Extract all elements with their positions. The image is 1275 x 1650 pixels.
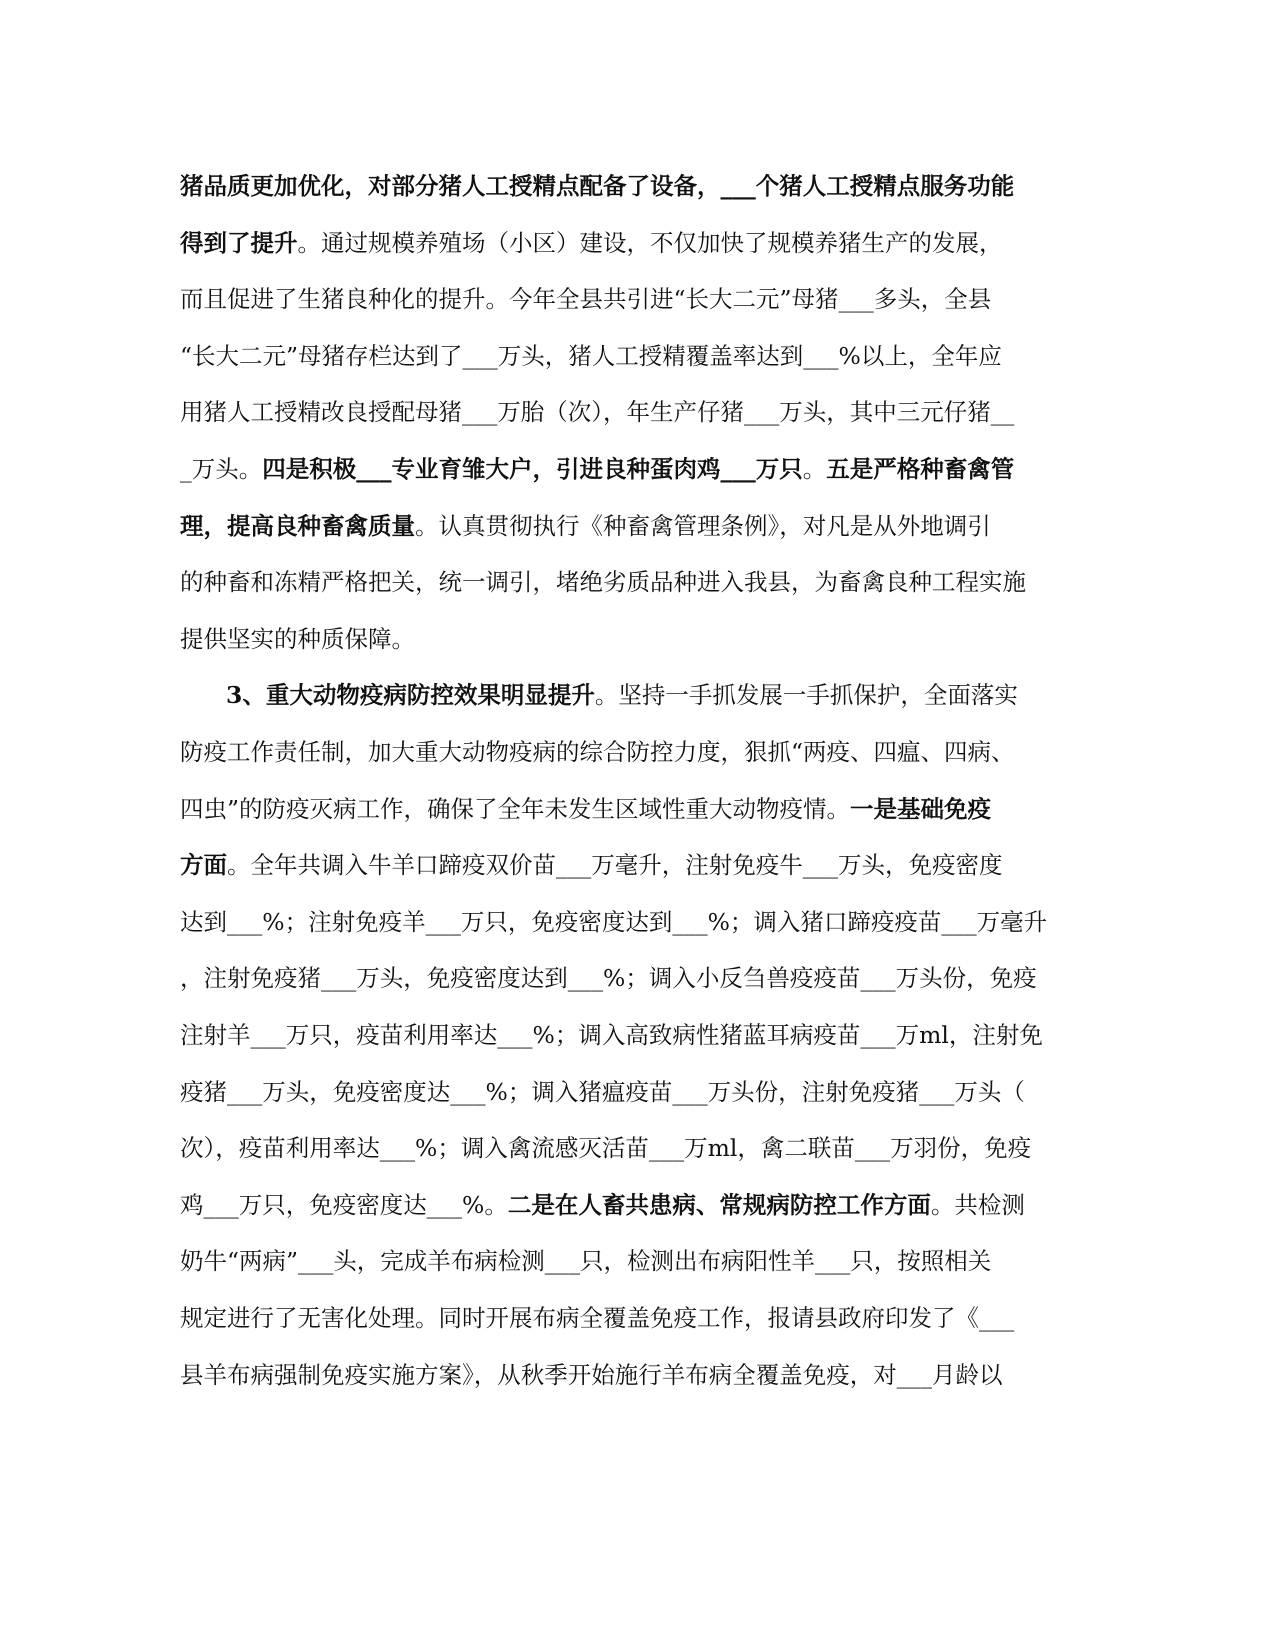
text-segment: 。 bbox=[802, 455, 827, 483]
text-segment: 规定进行了无害化处理。同时开展布病全覆盖免疫工作，报请县政府印发了《___ bbox=[180, 1304, 1015, 1332]
bold-text-segment: 四是积极___专业育雏大户，引进良种蛋肉鸡___万只 bbox=[262, 455, 803, 483]
text-line bbox=[180, 1076, 1060, 1108]
text-line bbox=[180, 340, 1060, 372]
bold-text-segment: 猪品质更加优化，对部分猪人工授精点配备了设备，___个猪人工授精点服务功能 bbox=[180, 172, 1015, 200]
text-segment: 。共检测 bbox=[930, 1190, 1025, 1219]
text-line bbox=[180, 1189, 1060, 1221]
text-segment: 奶牛“两病”___头，完成羊布病检测___只，检测出布病阳性羊___只，按照相关 bbox=[180, 1247, 992, 1276]
text-segment: 。全年共调入牛羊口蹄疫双价苗___万毫升，注射免疫牛___万头，免疫密度 bbox=[227, 851, 1003, 880]
text-line bbox=[180, 906, 1060, 938]
bold-text-segment: 五是严格种畜禽管 bbox=[826, 455, 1015, 483]
bold-text-segment: 得到了提升 bbox=[180, 228, 298, 257]
text-line bbox=[180, 1132, 1060, 1164]
text-segment: “长大二元”母猪存栏达到了___万头，猪人工授精覆盖率达到___%以上，全年应 bbox=[180, 341, 1002, 370]
text-segment: 县羊布病强制免疫实施方案》，从秋季开始施行羊布病全覆盖免疫，对___月龄以 bbox=[180, 1360, 1003, 1389]
text-segment: 的种畜和冻精严格把关，统一调引，堵绝劣质品种进入我县，为畜禽良种工程实施 bbox=[180, 568, 1026, 597]
text-line bbox=[180, 566, 1060, 598]
text-segment: 注射羊___万只，疫苗利用率达___%；调入高致病性猪蓝耳病疫苗___万ml，注射免 bbox=[180, 1021, 1043, 1049]
text-line bbox=[180, 1359, 1060, 1391]
bold-text-segment: 一是基础免疫 bbox=[850, 794, 992, 823]
text-line bbox=[180, 396, 1060, 428]
text-segment: 。坚持一手抓发展一手抓保护，全面落实 bbox=[594, 681, 1018, 710]
text-line bbox=[180, 1019, 1060, 1051]
bold-text-segment: 方面 bbox=[180, 851, 227, 880]
text-line bbox=[180, 1245, 1060, 1277]
text-line bbox=[180, 283, 1060, 315]
text-line bbox=[180, 623, 1060, 655]
text-segment: 防疫工作责任制，加大重大动物疫病的综合防控力度，狠抓“两疫、四瘟、四病、 bbox=[180, 738, 1015, 766]
text-segment: 达到___%；注射免疫羊___万只，免疫密度达到___%；调入猪口蹄疫疫苗___万毫升 bbox=[180, 907, 1048, 936]
text-segment: 鸡___万只，免疫密度达___%。 bbox=[180, 1190, 508, 1219]
text-line bbox=[226, 679, 1060, 711]
text-segment: _万头。 bbox=[180, 455, 263, 483]
text-line bbox=[180, 170, 1060, 202]
text-line bbox=[180, 453, 1060, 485]
text-line bbox=[180, 793, 1060, 825]
text-segment: 。认真贯彻执行《种畜禽管理条例》，对凡是从外地调引 bbox=[415, 511, 991, 540]
text-segment: 次），疫苗利用率达___%；调入禽流感灭活苗___万ml，禽二联苗___万羽份，免疫 bbox=[180, 1134, 1032, 1163]
text-line bbox=[180, 227, 1060, 259]
text-line bbox=[180, 849, 1060, 881]
text-segment: 用猪人工授精改良授配母猪___万胎（次），年生产仔猪___万头，其中三元仔猪__ bbox=[180, 398, 1015, 427]
text-line bbox=[180, 510, 1060, 542]
text-segment: 而且促进了生猪良种化的提升。今年全县共引进“长大二元”母猪___多头，全县 bbox=[180, 285, 992, 314]
text-line bbox=[180, 1302, 1060, 1334]
text-segment: 疫猪___万头，免疫密度达___%；调入猪瘟疫苗___万头份，注射免疫猪___万头（ bbox=[180, 1077, 1025, 1106]
text-segment: ，注射免疫猪___万头，免疫密度达到___%；调入小反刍兽疫疫苗___万头份，免疫 bbox=[180, 964, 1037, 993]
text-segment: 提供坚实的种质保障。 bbox=[180, 624, 415, 653]
text-segment: 四虫”的防疫灭病工作，确保了全年未发生区域性重大动物疫情。 bbox=[180, 794, 851, 823]
bold-text-segment: 二是在人畜共患病、常规病防控工作方面 bbox=[507, 1190, 931, 1219]
text-line bbox=[180, 736, 1060, 768]
text-line bbox=[180, 962, 1060, 994]
bold-text-segment: 理，提高良种畜禽质量 bbox=[180, 511, 415, 540]
text-segment: 。通过规模养殖场（小区）建设，不仅加快了规模养猪生产的发展， bbox=[297, 228, 1003, 257]
bold-text-segment: 3、重大动物疫病防控效果明显提升 bbox=[226, 681, 595, 710]
